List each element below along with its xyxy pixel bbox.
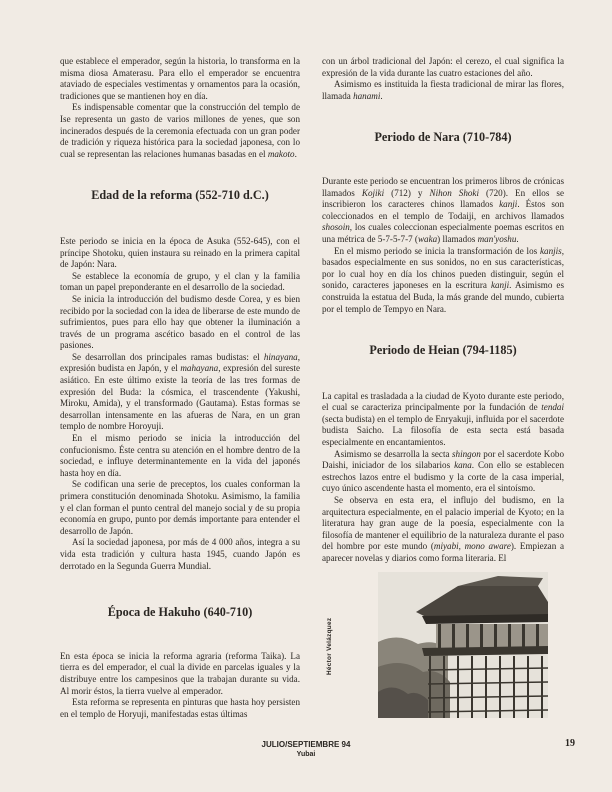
paragraph: Se codifican una serie de preceptos, los cuales conforman la primera constitución denominada Shotoku. Asimismo, la familia y el clan forman el punto central del manejo social y de su propia economía en grupo, punto por demás importante para entender el desarrollo de Japón. bbox=[60, 479, 300, 536]
italic-term: man'yoshu bbox=[477, 233, 517, 244]
paragraph: que establece el emperador, según la historia, lo transforma en la misma diosa Amaterasu. Para ello el emperador se encuentra ataviado de especiales vestimentas y ornamentos para la ocasión, tradiciones que se mantienen hoy en día. bbox=[60, 56, 300, 101]
paragraph bbox=[322, 449, 564, 495]
text-span: . Asimismo es construida la estatua del Buda, la más grande del mundo, cubierta por el templo de Tempyo en Nara. bbox=[322, 280, 564, 314]
paragraph: Se inicia la introducción del budismo desde Corea, y es bien recibido por la sociedad con la idea de liberarse de este mundo de sufrimientos, pues para ello hay que obtener la iluminación a través de un programa ascético basado en el control de las pasiones. bbox=[60, 293, 300, 351]
paragraph bbox=[322, 391, 564, 449]
italic-term: kanji bbox=[490, 280, 510, 291]
text-span: Se desarrollan dos principales ramas budistas: el bbox=[72, 351, 264, 362]
italic-term: tendai bbox=[541, 402, 564, 413]
italic-term: miyabi, mono aware bbox=[433, 541, 511, 552]
italic-term: kanjis bbox=[539, 245, 562, 256]
text-span: La capital es trasladada a la ciudad de Kyoto durante este periodo, el cual se caracteriza principalmente por la fundación de bbox=[322, 390, 564, 413]
italic-term: makoto bbox=[267, 148, 295, 159]
section-heading-edad-reforma: Edad de la reforma (552-710 d.C.) bbox=[91, 188, 269, 203]
issue-date: JULIO/SEPTIEMBRE 94 bbox=[261, 740, 351, 749]
italic-term: Nihon Shoki bbox=[429, 187, 479, 198]
temple-photo bbox=[378, 572, 548, 718]
paragraph: En el mismo periodo se inicia la introducción del confucionismo. Éste centra su atención en el hombre dentro de la sociedad, e influye determinantemente en la vida del japonés hasta hoy en día. bbox=[60, 433, 300, 478]
section-heading-heian: Periodo de Heian (794-1185) bbox=[369, 343, 517, 358]
magazine-name: Yubai bbox=[296, 751, 316, 758]
page-number: 19 bbox=[565, 738, 575, 749]
italic-term: mahayana bbox=[180, 363, 219, 374]
photo-credit: Héctor Velázquez bbox=[326, 617, 333, 675]
text-span: Es indispensable comentar que la construcción del templo de Ise representa un gasto de varios millones de yenes, que son incinerados después de la ceremonia efectuada con un gran poder de tradición y riqueza histórica para la sociedad japonesa, con lo cual se representan las relaciones humanas basadas en el bbox=[60, 102, 300, 159]
paragraph bbox=[60, 352, 300, 433]
text-span: (712) y bbox=[384, 187, 430, 198]
left-column bbox=[60, 56, 300, 720]
text-span: (secta budista) en el templo de Enryakuji, influida por el sacerdote budista Saicho. La filosofía de esta secta está basada especialmente en encantamientos. bbox=[322, 413, 564, 448]
text-span: , expresión budista en Japón, y el bbox=[60, 351, 300, 374]
paragraph: Esta reforma se representa en pinturas que hasta hoy persisten en el templo de Horyuji, manifestadas estas últimas bbox=[60, 697, 300, 719]
paragraph: Se establece la economía de grupo, y el clan y la familia toman un papel preponderante en el desarrollo de la sociedad. bbox=[60, 270, 300, 293]
text-span: Asimismo se desarrolla la secta bbox=[334, 448, 452, 459]
text-span: . bbox=[380, 90, 383, 101]
text-span: (720). En ellos se inscribieron los caracteres chinos llamados bbox=[322, 187, 564, 210]
italic-term: kanji bbox=[499, 199, 518, 210]
paragraph: Así la sociedad japonesa, por más de 4 000 años, integra a su vida esta tradición y cultura hasta 1945, cuando Japón es derrotado en la Segunda Guerra Mundial. bbox=[60, 537, 300, 571]
right-column bbox=[322, 56, 564, 565]
italic-term: hanami bbox=[353, 90, 381, 101]
text-span: , basados especialmente en sus sonidos, no en sus características, por lo cual hoy en día los chinos pueden distinguir, según el sonido, caracteres japoneses en la escritura bbox=[322, 245, 564, 291]
text-span: . bbox=[294, 148, 297, 159]
paragraph bbox=[322, 495, 564, 565]
italic-term: waka bbox=[417, 233, 438, 244]
text-span: por el sacerdote Kobo Daishi, iniciador de los silabarios bbox=[322, 448, 564, 471]
paragraph bbox=[322, 79, 564, 102]
text-span: . Éstos son coleccionados en el templo de Todaiji, en archivos llamados bbox=[322, 199, 564, 221]
text-span: Durante este periodo se encuentran los primeros libros de crónicas llamados bbox=[322, 175, 564, 198]
italic-term: Kojiki bbox=[361, 187, 385, 198]
text-span: , los cuales coleccionan especialmente poemas escritos en una métrica de 5-7-5-7-7 ( bbox=[322, 222, 564, 244]
italic-term: shingon bbox=[452, 448, 481, 459]
kiyomizu-temple-illustration bbox=[378, 572, 548, 718]
text-span: Asimismo es instituida la fiesta tradicional de mirar las flores, llamada bbox=[322, 79, 564, 101]
section-heading-hakuho: Época de Hakuho (640-710) bbox=[107, 605, 253, 620]
text-span: ). Empiezan a aparecer novelas y diarios como forma literaria. El bbox=[322, 541, 564, 563]
text-span: Se observa en esta era, el influjo del budismo, en la arquitectura especialmente, en el palacio imperial de Kyoto; en la literatura hay gran auge de la poesía, especialmente con la filosofía de mantener el equilibrio de la naturaleza durante el paso del hombre por este mundo ( bbox=[322, 495, 564, 552]
paragraph bbox=[322, 176, 564, 246]
paragraph: con un árbol tradicional del Japón: el cerezo, el cual significa la expresión de la vida durante las cuatro estaciones del año. bbox=[322, 56, 564, 78]
paragraph bbox=[60, 102, 300, 160]
text-span: En el mismo periodo se inicia la transformación de los bbox=[334, 245, 540, 256]
italic-term: hinayana bbox=[263, 351, 298, 362]
section-heading-nara: Periodo de Nara (710-784) bbox=[374, 130, 512, 145]
text-span: . Con ello se establecen estrechos lazos entre el budismo y la corte de la casa imperial, cuyo único ascendente hasta el momento, era el sintoísmo. bbox=[322, 460, 564, 494]
italic-term: kana bbox=[454, 460, 472, 471]
text-span: , expresión del sureste asiático. En este último existe la teoría de las tres formas de expresión del Buda: la cósmica, el trascendente (Yakushi, Miroku, Amida), y el transformado (Gautama). Estas formas se desarrollan intensamente en las afueras de Nara, en un gran templo de nombre Horoyuji. bbox=[60, 363, 300, 432]
text-span: . bbox=[516, 233, 519, 244]
italic-term: shosoin bbox=[322, 222, 350, 233]
paragraph bbox=[322, 246, 564, 316]
text-span: ) llamados bbox=[437, 233, 478, 244]
paragraph: En esta época se inicia la reforma agraria (reforma Taika). La tierra es del emperador, el cual la divide en parcelas iguales y la distribuye entre los campesinos que la trabajan durante su vida. Al morir éstos, la tierra vuelve al emperador. bbox=[60, 650, 300, 696]
page-footer bbox=[0, 740, 612, 760]
paragraph: Este periodo se inicia en la época de Asuka (552-645), con el príncipe Shotoku, quien instaura su reinado en la primera capital de Japón: Nara. bbox=[60, 235, 300, 270]
